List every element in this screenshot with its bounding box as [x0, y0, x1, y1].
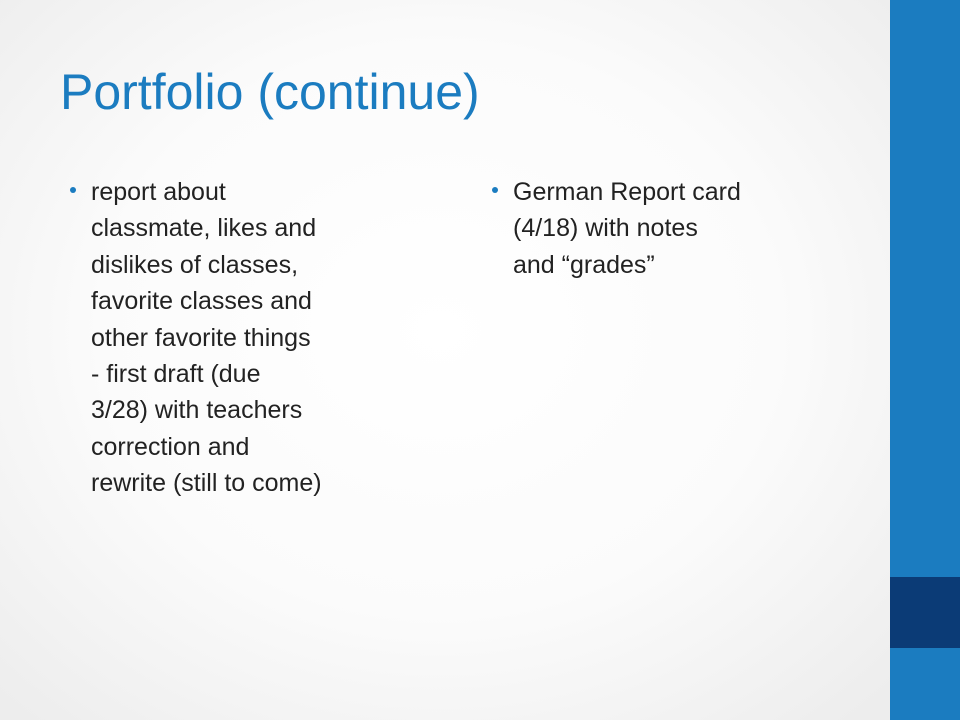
right-column — [490, 174, 862, 283]
bullet-line: report about — [91, 178, 226, 206]
bullet-line: German Report card — [513, 178, 741, 206]
bullet-line: classmate, likes and — [91, 214, 317, 243]
bullet-dot-icon — [492, 187, 498, 193]
bullet-line: (4/18) with notes — [513, 214, 698, 243]
bullet-line: favorite classes and — [91, 287, 312, 316]
slide-title: Portfolio (continue) — [60, 64, 480, 120]
bullet-line: correction and — [91, 432, 250, 461]
bullet-line: dislikes of classes, — [91, 250, 299, 279]
bullet-item — [490, 174, 862, 283]
bullet-line: rewrite (still to come) — [91, 469, 322, 498]
bullet-line: - first draft (due — [91, 360, 261, 389]
bullet-line: other favorite things — [91, 323, 311, 352]
bullet-line: 3/28) with teachers — [91, 396, 303, 425]
bullet-line: and “grades” — [513, 250, 655, 279]
bullet-dot-icon — [70, 187, 76, 193]
bullet-item — [68, 174, 440, 502]
left-column — [68, 174, 440, 502]
accent-sidebar-block — [890, 577, 960, 648]
